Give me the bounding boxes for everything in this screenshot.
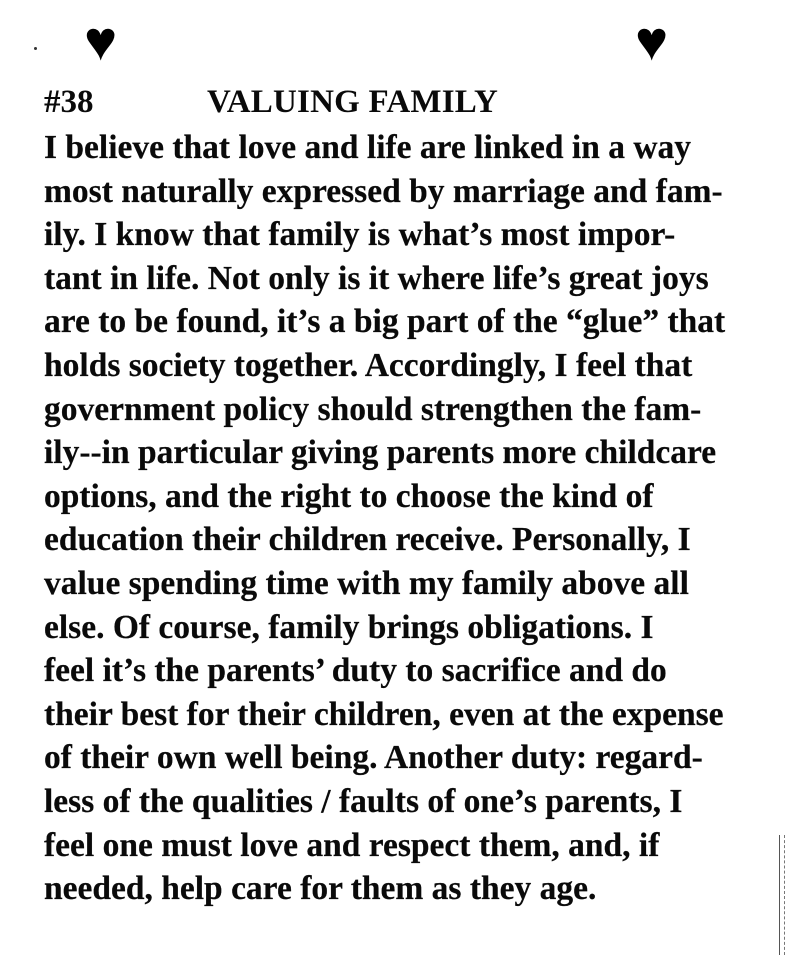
heart-icon: ♥ bbox=[635, 11, 669, 73]
scan-edge-mark bbox=[779, 835, 785, 955]
card-title: VALUING FAMILY bbox=[207, 84, 498, 120]
heart-icon: ♥ bbox=[84, 11, 118, 73]
card-number: #38 bbox=[44, 84, 94, 120]
scan-speck bbox=[34, 47, 37, 50]
body-line: needed, help care for them as they age. bbox=[44, 870, 597, 908]
body-line: less of the qualities / faults of one’s parents, I bbox=[44, 782, 683, 820]
body-line: of their own well being. Another duty: regard- bbox=[44, 739, 703, 777]
body-line: holds society together. Accordingly, I feel that bbox=[44, 346, 693, 384]
body-line: value spending time with my family above all bbox=[44, 564, 689, 602]
body-line: government policy should strengthen the fam- bbox=[44, 390, 702, 428]
body-line: education their children receive. Personally, I bbox=[44, 521, 691, 559]
body-line: feel one must love and respect them, and, if bbox=[44, 826, 660, 864]
body-line: options, and the right to choose the kind of bbox=[44, 477, 654, 515]
body-line: their best for their children, even at the expense bbox=[44, 695, 724, 733]
body-line: ily--in particular giving parents more childcare bbox=[44, 434, 717, 472]
body-line: ily. I know that family is what’s most impor- bbox=[44, 216, 676, 254]
card-body bbox=[44, 126, 774, 911]
body-line: else. Of course, family brings obligations. I bbox=[44, 608, 654, 646]
body-line: I believe that love and life are linked in a way bbox=[44, 129, 692, 166]
body-line: feel it’s the parents’ duty to sacrifice and do bbox=[44, 652, 667, 690]
body-line: tant in life. Not only is it where life’s great joys bbox=[44, 259, 709, 297]
body-line: most naturally expressed by marriage and fam- bbox=[44, 172, 723, 210]
body-line: are to be found, it’s a big part of the “glue” that bbox=[44, 303, 726, 341]
card-header bbox=[44, 80, 744, 124]
